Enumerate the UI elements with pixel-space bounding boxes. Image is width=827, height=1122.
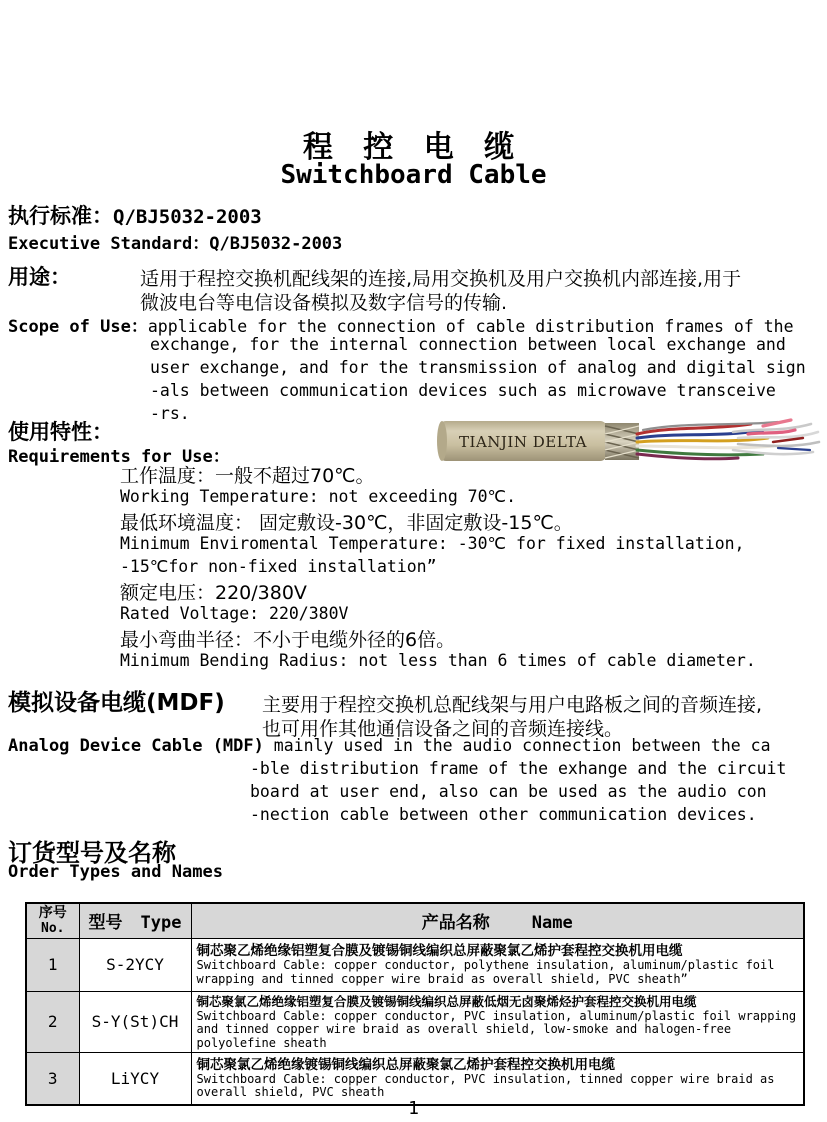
row-name-en: Switchboard Cable: copper conductor, PVC insulation, tinned copper wire braid as overall shield, PVC sheath bbox=[196, 1071, 775, 1100]
scope-en-line: exchange, for the internal connection between local exchange and bbox=[150, 335, 786, 354]
table-row bbox=[26, 938, 804, 991]
requirement-line: -15℃for non-fixed installation” bbox=[120, 557, 437, 576]
mdf-en-line: -nection cable between other communication devices. bbox=[250, 805, 757, 824]
row-name-zh: 铜芯聚乙烯绝缘铝塑复合膜及镀锡铜线编织总屏蔽聚氯乙烯护套程控交换机用电缆 bbox=[196, 943, 683, 959]
header-name bbox=[191, 903, 804, 938]
requirement-line: 最小弯曲半径：不小于电缆外径的6倍。 bbox=[120, 629, 456, 651]
row-no: 2 bbox=[26, 991, 79, 1053]
mdf-label-en: Analog Device Cable (MDF) bbox=[8, 736, 264, 756]
order-heading-zh: 订货型号及名称 bbox=[8, 839, 176, 867]
cable-brand-text: TIANJIN DELTA bbox=[459, 433, 587, 451]
row-type: S-2YCY bbox=[79, 938, 191, 991]
row-name-en: Switchboard Cable: copper conductor, polythene insulation, aluminum/plastic foil wrapping and tinned copper wire braid as overall shield, PVC sheath” bbox=[196, 958, 775, 986]
mdf-en-first-line bbox=[8, 736, 771, 756]
order-table-header-row bbox=[26, 903, 804, 938]
scope-label-zh: 用途： bbox=[8, 265, 71, 289]
row-no: 3 bbox=[26, 1053, 79, 1105]
header-type-zh: 型号 bbox=[88, 913, 123, 934]
requirement-line: Rated Voltage: 220/380V bbox=[120, 604, 349, 623]
cable-jacket bbox=[437, 421, 607, 461]
row-name bbox=[191, 938, 804, 991]
scope-en-line: -rs. bbox=[150, 404, 190, 423]
requirement-line: 额定电压：220/380V bbox=[120, 582, 307, 604]
scope-label-en: Scope of Use： bbox=[8, 317, 148, 337]
header-no-zh: 序号 bbox=[38, 904, 67, 921]
mdf-en-line: board at user end, also can be used as the audio con bbox=[250, 782, 767, 801]
page-title-en: Switchboard Cable bbox=[280, 160, 547, 190]
requirement-line: 工作温度：一般不超过70℃。 bbox=[120, 465, 375, 487]
header-no-en: No. bbox=[41, 920, 65, 936]
order-heading-en: Order Types and Names bbox=[8, 862, 223, 882]
requirement-line: Working Temperature: not exceeding 70℃. bbox=[120, 487, 517, 506]
cable-wires bbox=[637, 420, 819, 459]
mdf-label-zh: 模拟设备电缆(MDF) bbox=[8, 690, 225, 716]
executive-standard-label-zh: 执行标准： bbox=[8, 204, 113, 228]
header-type bbox=[79, 903, 191, 938]
row-type: LiYCY bbox=[79, 1053, 191, 1105]
scope-zh-line: 适用于程控交换机配线架的连接,局用交换机及用户交换机内部连接,用于 bbox=[140, 268, 742, 290]
requirements-heading-en: Requirements for Use： bbox=[8, 447, 230, 467]
requirement-line: 最低环境温度： 固定敷设-30℃，非固定敷设-15℃。 bbox=[120, 512, 573, 534]
cable-photo bbox=[433, 412, 827, 472]
order-table bbox=[25, 902, 805, 1106]
requirement-line: Minimum Bending Radius: not less than 6 times of cable diameter. bbox=[120, 651, 756, 670]
header-type-en: Type bbox=[140, 913, 182, 934]
executive-standard-zh bbox=[8, 200, 262, 230]
requirements-heading-zh: 使用特性： bbox=[8, 420, 113, 444]
header-name-zh: 产品名称 bbox=[421, 913, 490, 934]
executive-standard-en: Executive Standard：Q/BJ5032-2003 bbox=[8, 234, 343, 254]
cable-braid-shield bbox=[605, 423, 639, 460]
mdf-zh-line: 也可用作其他通信设备之间的音频连接线。 bbox=[262, 718, 624, 740]
mdf-zh-line: 主要用于程控交换机总配线架与用户电路板之间的音频连接, bbox=[262, 694, 763, 716]
row-no: 1 bbox=[26, 938, 79, 991]
requirement-line: Minimum Enviromental Temperature: -30℃ for fixed installation, bbox=[120, 534, 745, 553]
page-number: 1 bbox=[408, 1098, 419, 1119]
scope-en-line: user exchange, and for the transmission of analog and digital sign bbox=[150, 358, 806, 377]
row-type: S-Y(St)CH bbox=[79, 991, 191, 1053]
row-name bbox=[191, 1053, 804, 1105]
mdf-en-line: -ble distribution frame of the exhange and the circuit bbox=[250, 759, 787, 778]
table-row bbox=[26, 1053, 804, 1105]
row-name-en: Switchboard Cable: copper conductor, PVC insulation, aluminum/plastic foil wrapping and tinned copper wire braid as overall shield, low-smoke and halogen-free polyolefine sheath bbox=[196, 1008, 797, 1050]
row-name bbox=[191, 991, 804, 1053]
row-name-zh: 铜芯聚氯乙烯绝缘镀锡铜线编织总屏蔽聚氯乙烯护套程控交换机用电缆 bbox=[196, 1056, 615, 1073]
table-row bbox=[26, 991, 804, 1053]
scope-zh-line: 微波电台等电信设备模拟及数字信号的传输. bbox=[140, 292, 508, 314]
page-title-zh: 程 控 电 缆 bbox=[302, 130, 525, 165]
scope-en-first-line bbox=[8, 312, 794, 337]
mdf-en-text: mainly used in the audio connection between the ca bbox=[263, 736, 771, 755]
executive-standard-value: Q/BJ5032-2003 bbox=[113, 206, 262, 228]
scope-en-line: -als between communication devices such as microwave transceive bbox=[150, 381, 776, 400]
header-no bbox=[26, 903, 79, 938]
scope-en-text: applicable for the connection of cable distribution frames of the bbox=[147, 317, 794, 336]
row-name-zh: 铜芯聚氯乙烯绝缘铝塑复合膜及镀锡铜线编织总屏蔽低烟无卤聚烯烃护套程控交换机用电缆 bbox=[196, 993, 697, 1009]
header-name-en: Name bbox=[531, 913, 573, 934]
